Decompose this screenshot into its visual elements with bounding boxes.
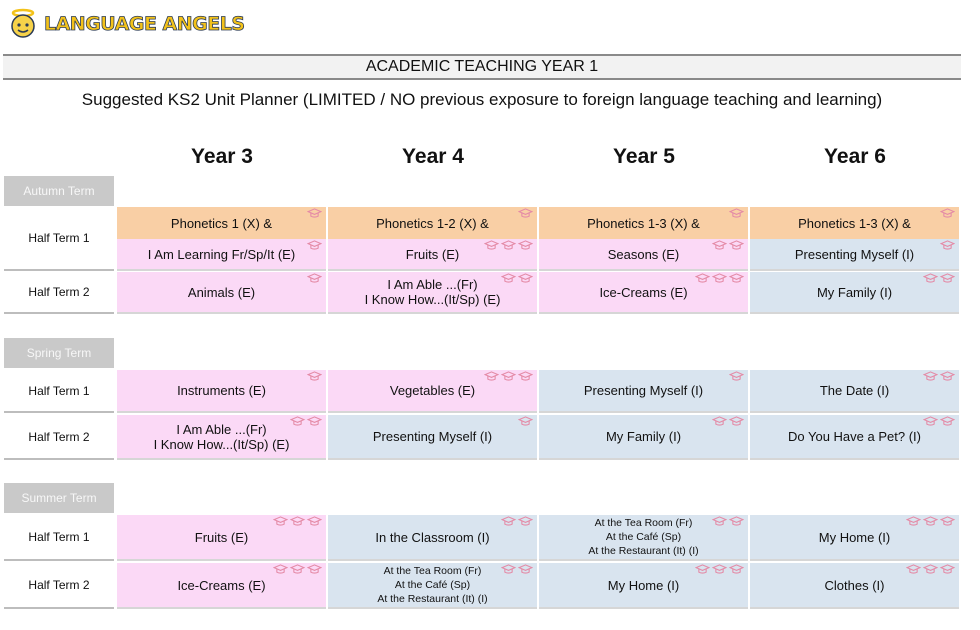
half-term-label: Half Term 1	[4, 370, 114, 413]
graduation-cap-icon	[729, 371, 744, 381]
graduation-cap-icon	[307, 240, 322, 250]
unit-cell	[750, 272, 959, 314]
page-subtitle: Suggested KS2 Unit Planner (LIMITED / NO previous exposure to foreign language teaching and learning)	[81, 90, 883, 109]
graduation-cap-icon	[712, 416, 727, 426]
graduation-cap-icon	[501, 371, 516, 381]
graduation-cap-icon	[307, 416, 322, 426]
unit-cell	[328, 563, 537, 609]
language-angels-logo	[6, 6, 245, 42]
graduation-cap-icon	[906, 516, 921, 526]
unit-cell	[328, 370, 537, 413]
difficulty-rating	[307, 208, 322, 218]
brand-name: LANGUAGE ANGELS	[44, 13, 245, 35]
unit-title: My Family (I)	[816, 284, 893, 300]
graduation-cap-icon	[501, 516, 516, 526]
unit-cell	[539, 272, 748, 314]
unit-title: In the Classroom (I)	[375, 529, 490, 545]
year-3-heading: Year 3	[191, 145, 253, 168]
phonics-title: Phonetics 1-2 (X) &	[376, 215, 489, 231]
unit-title: Presenting Myself (I)	[583, 383, 704, 398]
unit-title: I Know How...(It/Sp) (E)	[364, 292, 501, 307]
unit-cell	[328, 415, 537, 460]
unit-cell	[117, 239, 326, 271]
unit-title: I Know How...(It/Sp) (E)	[153, 436, 290, 452]
graduation-cap-icon	[518, 240, 533, 250]
unit-cell	[328, 515, 537, 561]
graduation-cap-icon	[923, 516, 938, 526]
unit-title: My Family (I)	[605, 429, 682, 444]
phonics-title: Phonetics 1-3 (X) &	[587, 215, 700, 231]
difficulty-rating	[501, 273, 533, 283]
difficulty-rating	[712, 240, 744, 250]
unit-cell	[750, 239, 959, 271]
difficulty-rating	[273, 516, 322, 526]
graduation-cap-icon	[729, 564, 744, 574]
graduation-cap-icon	[273, 564, 288, 574]
phonics-cell	[750, 207, 959, 239]
unit-title: At the Restaurant (It) (I)	[377, 593, 488, 605]
unit-cell	[539, 563, 748, 609]
unit-cell	[117, 272, 326, 314]
difficulty-rating	[695, 564, 744, 574]
angel-mascot-icon	[6, 7, 40, 41]
difficulty-rating	[923, 371, 955, 381]
graduation-cap-icon	[940, 240, 955, 250]
graduation-cap-icon	[729, 516, 744, 526]
unit-title: At the Tea Room (Fr)	[383, 565, 482, 577]
unit-title: Ice-Creams (E)	[599, 284, 688, 300]
graduation-cap-icon	[501, 240, 516, 250]
term-label: Spring Term	[4, 338, 114, 368]
graduation-cap-icon	[729, 416, 744, 426]
difficulty-rating	[307, 240, 322, 250]
unit-title: My Home (I)	[607, 577, 680, 593]
phonics-title: Phonetics 1 (X) &	[170, 215, 273, 231]
half-term-label: Half Term 2	[4, 563, 114, 609]
unit-title: I Am Learning Fr/Sp/It (E)	[147, 246, 296, 262]
graduation-cap-icon	[729, 240, 744, 250]
unit-title: Seasons (E)	[607, 246, 680, 262]
difficulty-rating	[273, 564, 322, 574]
unit-title: Ice-Creams (E)	[177, 577, 266, 593]
unit-cell	[117, 563, 326, 609]
difficulty-rating	[484, 240, 533, 250]
graduation-cap-icon	[940, 371, 955, 381]
year-5-heading: Year 5	[613, 145, 675, 168]
graduation-cap-icon	[712, 240, 727, 250]
graduation-cap-icon	[484, 371, 499, 381]
unit-cell	[750, 370, 959, 413]
graduation-cap-icon	[307, 564, 322, 574]
unit-title: Animals (E)	[187, 284, 256, 300]
unit-cell	[750, 563, 959, 609]
unit-title: Presenting Myself (I)	[794, 246, 915, 262]
unit-cell	[750, 515, 959, 561]
graduation-cap-icon	[518, 273, 533, 283]
difficulty-rating	[307, 371, 322, 381]
unit-title: The Date (I)	[819, 383, 890, 398]
graduation-cap-icon	[940, 516, 955, 526]
unit-cell	[539, 515, 748, 561]
unit-cell	[539, 239, 748, 271]
phonics-cell	[328, 207, 537, 239]
graduation-cap-icon	[290, 516, 305, 526]
difficulty-rating	[923, 416, 955, 426]
half-term-label: Half Term 2	[4, 415, 114, 460]
unit-title: At the Restaurant (It) (I)	[588, 545, 699, 557]
unit-title: I Am Able ...(Fr)	[387, 277, 478, 292]
graduation-cap-icon	[695, 273, 710, 283]
unit-cell	[117, 370, 326, 413]
graduation-cap-icon	[307, 273, 322, 283]
half-term-label: Half Term 1	[4, 515, 114, 561]
difficulty-rating	[501, 564, 533, 574]
difficulty-rating	[906, 516, 955, 526]
difficulty-rating	[695, 273, 744, 283]
graduation-cap-icon	[518, 208, 533, 218]
year-6-heading: Year 6	[824, 145, 886, 168]
difficulty-rating	[484, 371, 533, 381]
graduation-cap-icon	[518, 416, 533, 426]
difficulty-rating	[518, 208, 533, 218]
phonics-cell	[539, 207, 748, 239]
graduation-cap-icon	[307, 208, 322, 218]
graduation-cap-icon	[923, 273, 938, 283]
difficulty-rating	[307, 273, 322, 283]
unit-title: Instruments (E)	[177, 383, 266, 398]
difficulty-rating	[729, 208, 744, 218]
unit-cell	[328, 272, 537, 314]
half-term-label: Half Term 2	[4, 272, 114, 314]
graduation-cap-icon	[940, 208, 955, 218]
unit-cell	[117, 515, 326, 561]
unit-cell	[539, 415, 748, 460]
graduation-cap-icon	[484, 240, 499, 250]
graduation-cap-icon	[290, 564, 305, 574]
difficulty-rating	[906, 564, 955, 574]
unit-title: At the Café (Sp)	[605, 531, 682, 543]
unit-title: I Am Able ...(Fr)	[176, 421, 267, 437]
unit-title: Presenting Myself (I)	[372, 429, 493, 444]
graduation-cap-icon	[940, 273, 955, 283]
graduation-cap-icon	[940, 416, 955, 426]
unit-title: At the Tea Room (Fr)	[594, 517, 693, 529]
graduation-cap-icon	[695, 564, 710, 574]
phonics-title: Phonetics 1-3 (X) &	[798, 215, 911, 231]
graduation-cap-icon	[518, 516, 533, 526]
unit-title: Do You Have a Pet? (I)	[788, 429, 921, 444]
graduation-cap-icon	[712, 564, 727, 574]
graduation-cap-icon	[712, 273, 727, 283]
graduation-cap-icon	[307, 516, 322, 526]
unit-title: Fruits (E)	[194, 529, 249, 545]
difficulty-rating	[940, 208, 955, 218]
graduation-cap-icon	[923, 564, 938, 574]
difficulty-rating	[923, 273, 955, 283]
graduation-cap-icon	[501, 273, 516, 283]
term-label: Summer Term	[4, 483, 114, 513]
difficulty-rating	[712, 416, 744, 426]
unit-cell	[750, 415, 959, 460]
term-label: Autumn Term	[4, 176, 114, 206]
graduation-cap-icon	[729, 208, 744, 218]
unit-title: Clothes (I)	[824, 577, 885, 593]
unit-title: Vegetables (E)	[389, 383, 476, 398]
unit-cell	[328, 239, 537, 271]
unit-title: My Home (I)	[818, 529, 891, 545]
graduation-cap-icon	[307, 371, 322, 381]
unit-cell	[539, 370, 748, 413]
graduation-cap-icon	[729, 273, 744, 283]
graduation-cap-icon	[290, 416, 305, 426]
year-4-heading: Year 4	[402, 145, 464, 168]
graduation-cap-icon	[923, 371, 938, 381]
unit-title: Fruits (E)	[405, 246, 460, 262]
difficulty-rating	[729, 371, 744, 381]
graduation-cap-icon	[273, 516, 288, 526]
unit-cell	[117, 415, 326, 460]
graduation-cap-icon	[940, 564, 955, 574]
phonics-cell	[117, 207, 326, 239]
difficulty-rating	[940, 240, 955, 250]
graduation-cap-icon	[518, 371, 533, 381]
difficulty-rating	[518, 416, 533, 426]
half-term-label: Half Term 1	[4, 207, 114, 271]
graduation-cap-icon	[712, 516, 727, 526]
graduation-cap-icon	[501, 564, 516, 574]
graduation-cap-icon	[906, 564, 921, 574]
graduation-cap-icon	[923, 416, 938, 426]
difficulty-rating	[712, 516, 744, 526]
difficulty-rating	[290, 416, 322, 426]
graduation-cap-icon	[518, 564, 533, 574]
difficulty-rating	[501, 516, 533, 526]
unit-title: At the Café (Sp)	[394, 579, 471, 591]
page-title: ACADEMIC TEACHING YEAR 1	[3, 54, 961, 80]
